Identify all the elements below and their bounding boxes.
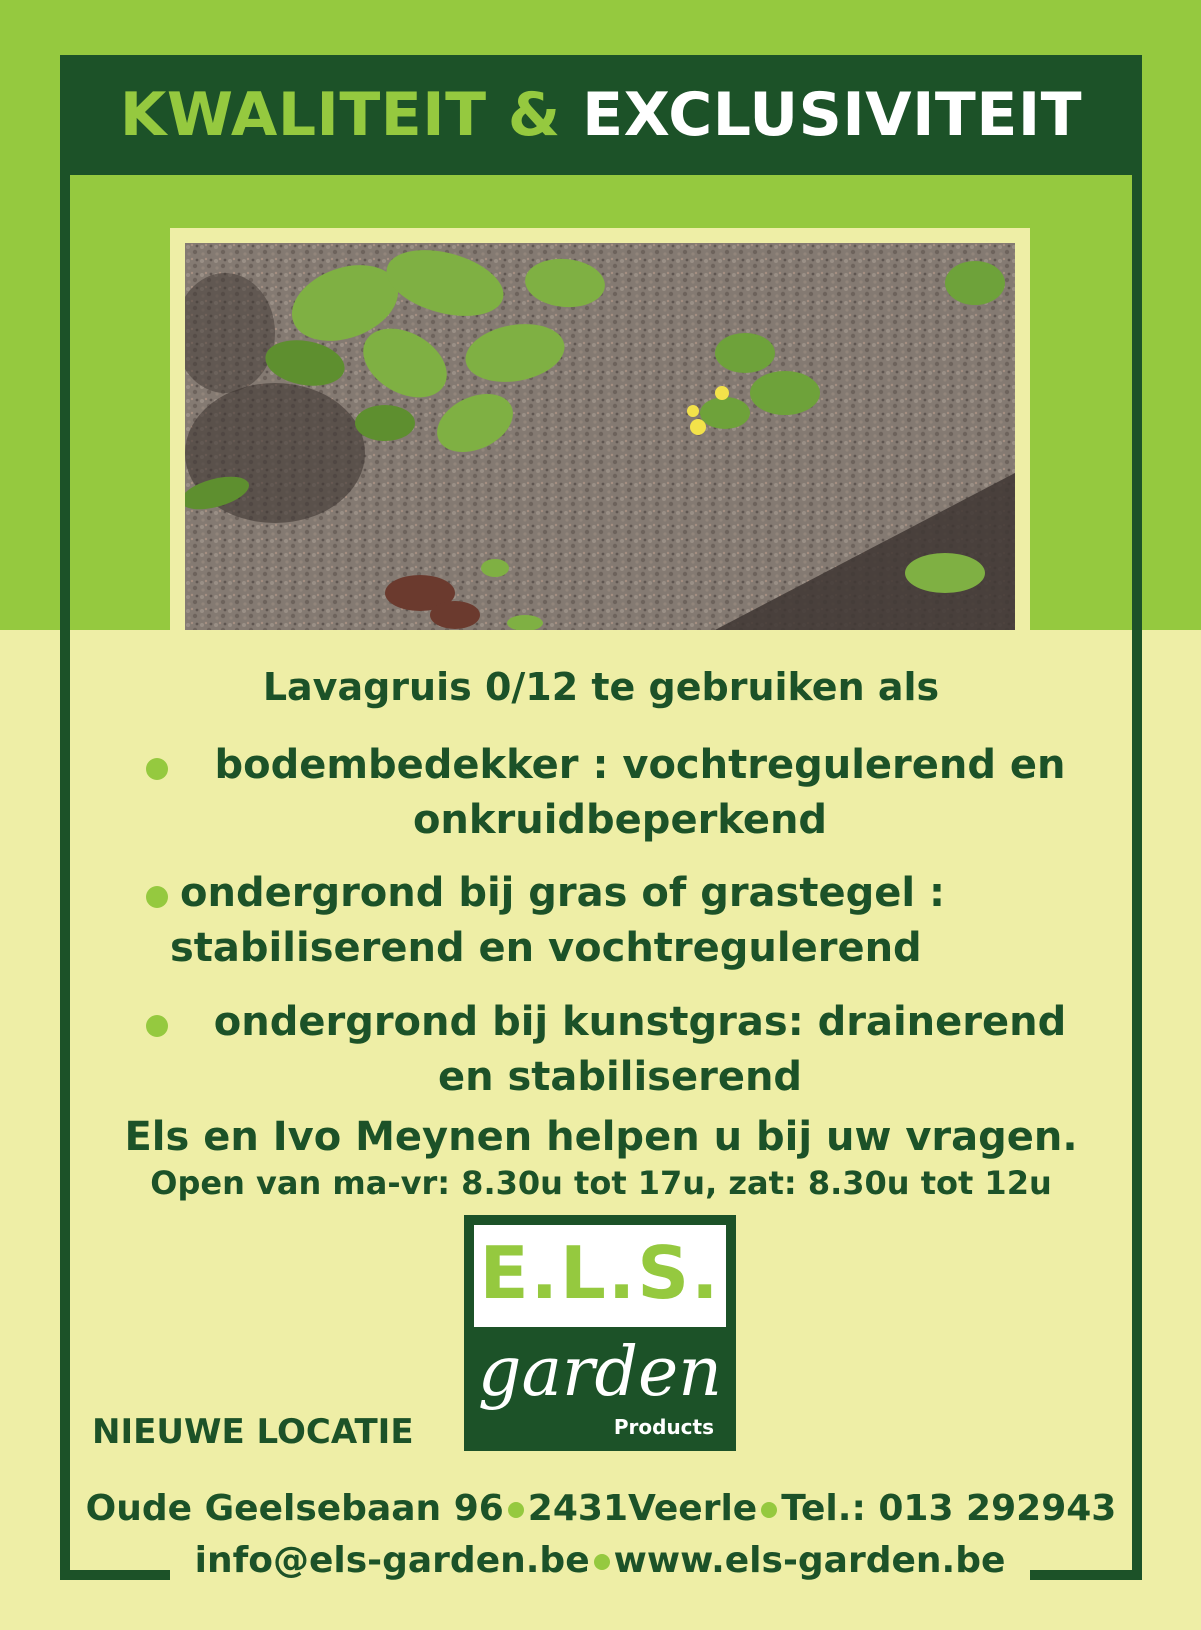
headline-exclusivity: EXCLUSIVITEIT (582, 80, 1083, 150)
email-link[interactable]: info@els-garden.be (194, 1540, 590, 1581)
web-line (170, 1540, 1030, 1581)
frame-border-left (60, 170, 70, 1580)
address-city: 2431Veerle (527, 1488, 758, 1529)
bullet-item (140, 866, 1100, 976)
separator-dot-icon (761, 1502, 777, 1518)
separator-dot-icon (508, 1502, 524, 1518)
frame-border-right (1132, 170, 1142, 1580)
bullet-line-2: onkruidbeperkend (412, 797, 828, 843)
bullet-line-1: ondergrond bij kunstgras: drainerend (213, 999, 1067, 1045)
frame-border-bottom-right (1030, 1570, 1142, 1580)
bullet-line-1: bodembedekker : vochtregulerend en (214, 742, 1066, 788)
separator-dot-icon (594, 1554, 610, 1570)
lava-gravel-photo (185, 243, 1015, 630)
bullet-line-2: stabiliserend en vochtregulerend (170, 925, 922, 971)
website-link[interactable]: www.els-garden.be (613, 1540, 1006, 1581)
bullet-item (140, 738, 1100, 848)
els-garden-logo (464, 1215, 736, 1451)
bullet-dot-icon (146, 758, 168, 780)
address-line (70, 1488, 1132, 1529)
new-location-label: NIEUWE LOCATIE (92, 1412, 414, 1452)
intro-text: Lavagruis 0/12 te gebruiken als (262, 665, 940, 709)
headline-quality: KWALITEIT & (119, 80, 583, 150)
bullet-line-1: ondergrond bij gras of grastegel : (180, 870, 945, 916)
opening-hours: Open van ma-vr: 8.30u tot 17u, zat: 8.30u tot 12u (150, 1164, 1052, 1202)
address-street: Oude Geelsebaan 96 (85, 1488, 504, 1529)
bullet-dot-icon (146, 886, 168, 908)
address-phone: Tel.: 013 292943 (781, 1488, 1117, 1529)
contact-line: Els en Ivo Meynen helpen u bij uw vragen. (124, 1114, 1078, 1160)
logo-garden-text: garden (477, 1333, 723, 1412)
headline (60, 80, 1142, 150)
logo-products-text: Products (613, 1415, 714, 1439)
logo-els-text: E.L.S. (479, 1231, 721, 1315)
bullet-line-2: en stabiliserend (437, 1054, 803, 1100)
bullet-item (140, 995, 1100, 1105)
frame-border-bottom-left (60, 1570, 170, 1580)
logo-white-box (474, 1225, 726, 1327)
bullet-dot-icon (146, 1015, 168, 1037)
